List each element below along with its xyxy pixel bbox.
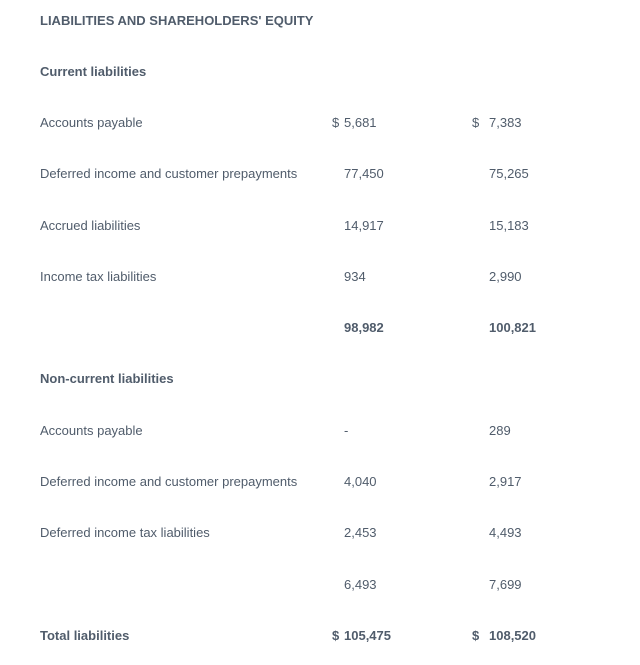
line-item-label: Deferred income and customer prepayments xyxy=(40,166,298,181)
total-col2: 108,520 xyxy=(489,628,536,643)
total-label: Total liabilities xyxy=(40,628,130,643)
line-item-label: Deferred income and customer prepayments xyxy=(40,474,298,489)
value-col1: 2,453 xyxy=(344,525,377,540)
section-header-label: Non-current liabilities xyxy=(40,371,174,386)
value-col1: 77,450 xyxy=(344,166,384,181)
section-header-label: Current liabilities xyxy=(40,64,147,79)
value-col2: 15,183 xyxy=(489,218,529,233)
section-header-row xyxy=(0,371,640,388)
value-col2: 4,493 xyxy=(489,525,522,540)
line-item-row xyxy=(0,474,640,491)
dollar-sign-col2: $ xyxy=(472,628,480,643)
line-item-label: Accounts payable xyxy=(40,423,143,438)
line-item-row xyxy=(0,423,640,440)
line-item-row xyxy=(0,166,640,183)
line-item-row xyxy=(0,218,640,235)
line-item-label: Deferred income tax liabilities xyxy=(40,525,210,540)
value-col2: 75,265 xyxy=(489,166,529,181)
total-col1: 105,475 xyxy=(344,628,391,643)
value-col1: 5,681 xyxy=(344,115,377,130)
subtotal-row xyxy=(0,320,640,337)
dollar-sign-col1: $ xyxy=(332,628,340,643)
subtotal-col1: 6,493 xyxy=(344,577,377,592)
value-col1: 934 xyxy=(344,269,366,284)
line-item-label: Accrued liabilities xyxy=(40,218,141,233)
value-col2: 7,383 xyxy=(489,115,522,130)
subtotal-col2: 7,699 xyxy=(489,577,522,592)
line-item-row xyxy=(0,115,640,132)
value-col1: - xyxy=(344,423,349,438)
value-col2: 289 xyxy=(489,423,511,438)
total-row xyxy=(0,628,640,645)
subtotal-col2: 100,821 xyxy=(489,320,536,335)
dollar-sign-col2: $ xyxy=(472,115,480,130)
line-item-label: Income tax liabilities xyxy=(40,269,157,284)
value-col2: 2,917 xyxy=(489,474,522,489)
subtotal-col1: 98,982 xyxy=(344,320,384,335)
dollar-sign-col1: $ xyxy=(332,115,340,130)
value-col2: 2,990 xyxy=(489,269,522,284)
subtotal-row xyxy=(0,577,640,594)
line-item-label: Accounts payable xyxy=(40,115,143,130)
value-col1: 4,040 xyxy=(344,474,377,489)
value-col1: 14,917 xyxy=(344,218,384,233)
line-item-row xyxy=(0,269,640,286)
statement-title: LIABILITIES AND SHAREHOLDERS' EQUITY xyxy=(40,13,314,28)
section-header-row xyxy=(0,64,640,81)
line-item-row xyxy=(0,525,640,542)
